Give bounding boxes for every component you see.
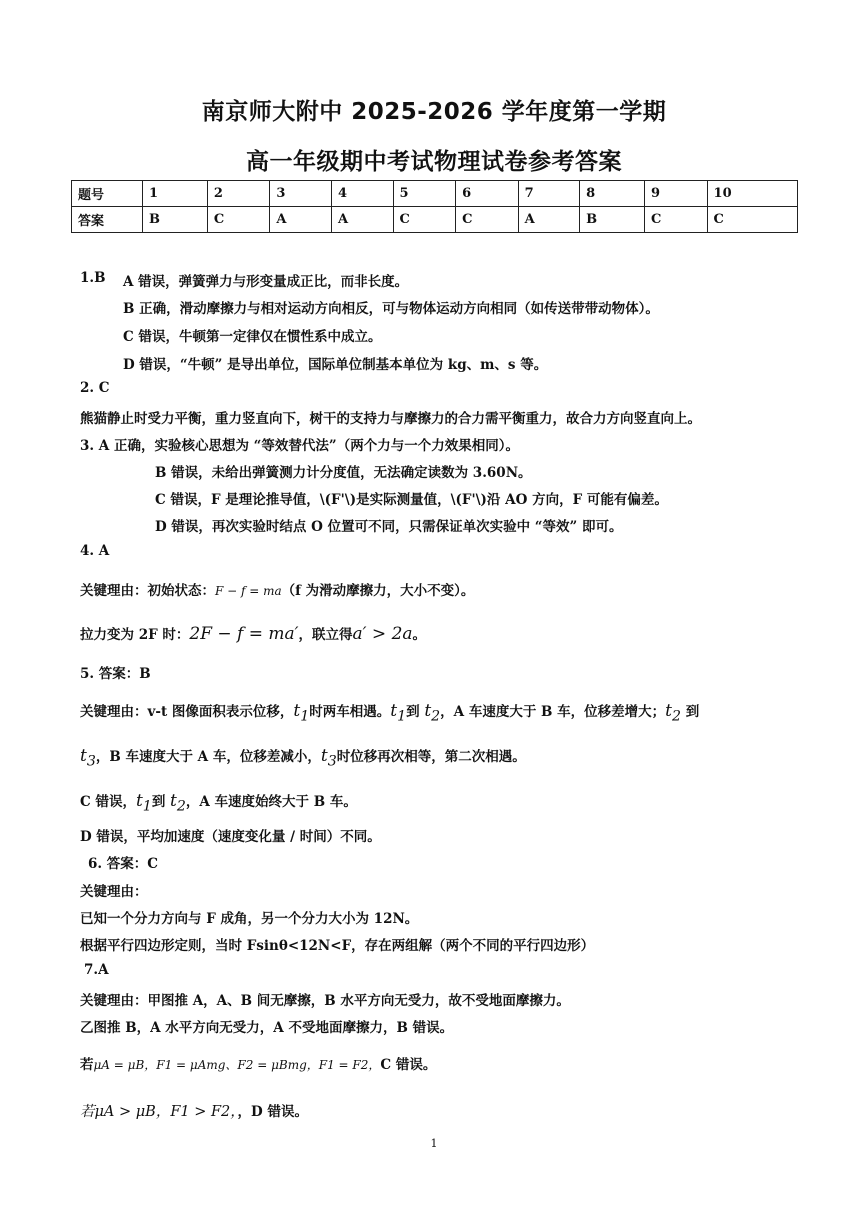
t-subscript: 1: [300, 708, 310, 725]
q6-line-2: 已知一个分力方向与 F 成角，另一个分力大小为 12N。: [80, 911, 419, 927]
answer-cell: C: [207, 207, 270, 233]
t-letter: t: [80, 746, 87, 766]
q4-line-1-suffix: （f 为滑动摩擦力，大小不变）。: [281, 583, 475, 599]
q1-option-b: B 正确，滑动摩擦力与相对运动方向相反，可与物体运动方向相同（如传送带带动物体）。: [123, 301, 659, 317]
answer-table: [71, 180, 798, 233]
question-number: 9: [645, 181, 708, 207]
question-number: 1: [143, 181, 208, 207]
t2-symbol: [424, 701, 441, 725]
answer-cell: A: [270, 207, 332, 233]
q7-equation-greater-friction: 若μA > μB，F1 > F2，: [80, 1104, 238, 1120]
q4-head: 4. A: [80, 543, 110, 559]
q1-option-c: C 错误，牛顿第一定律仅在惯性系中成立。: [123, 329, 382, 345]
question-number: 5: [393, 181, 456, 207]
q2-head: 2. C: [80, 380, 110, 396]
t-subscript: 2: [431, 708, 441, 725]
q4-line-2: [80, 623, 426, 644]
q5-line-2: [80, 745, 526, 769]
t-subscript: 3: [327, 753, 337, 770]
answer-cell: C: [456, 207, 519, 233]
q3-option-d: D 错误，再次实验时结点 O 位置可不同，只需保证单次实验中 “等效” 即可。: [155, 519, 623, 535]
q7-line-3: [80, 1053, 436, 1073]
q4-line-1: [80, 579, 474, 599]
t-letter: t: [665, 701, 672, 721]
q7-line-4-suffix: ，D 错误。: [237, 1104, 308, 1120]
table-row-answers: [72, 207, 798, 233]
q5-head: 5. 答案：B: [80, 666, 151, 682]
t-letter: t: [135, 791, 143, 811]
answer-cell: A: [331, 207, 393, 233]
q4-line-2-mid: ，联立得: [298, 627, 353, 643]
table-row-label: 答案: [72, 207, 143, 233]
table-row-numbers: [72, 181, 798, 207]
q5-text: 到: [151, 794, 166, 810]
q7-line-2: 乙图推 B，A 水平方向无受力，A 不受地面摩擦力，B 错误。: [80, 1020, 454, 1036]
t2-symbol: [665, 701, 682, 725]
q6-line-1: 关键理由：: [80, 884, 148, 900]
q5-text: ，A 车速度大于 B 车，位移差增大；: [440, 704, 666, 720]
q7-line-3-suffix: C 错误。: [380, 1057, 437, 1073]
t-letter: t: [390, 701, 398, 721]
q1-option-d: D 错误，“牛顿” 是导出单位，国际单位制基本单位为 kg、m、s 等。: [123, 357, 548, 373]
t3-symbol: [320, 746, 337, 770]
q4-equation-result: a′ > 2a: [352, 624, 413, 644]
question-number: 2: [207, 181, 270, 207]
t1-symbol: [390, 701, 407, 725]
question-number: 8: [580, 181, 645, 207]
q4-line-2-suffix: 。: [412, 627, 427, 643]
answer-cell: B: [143, 207, 208, 233]
t-subscript: 1: [142, 798, 152, 815]
q2-explanation: 熊猫静止时受力平衡，重力竖直向下，树干的支持力与摩擦力的合力需平衡重力，故合力方向竖直向上。: [80, 411, 701, 427]
q7-line-1: 关键理由：甲图推 A，A、B 间无摩擦，B 水平方向无受力，故不受地面摩擦力。: [80, 993, 570, 1009]
page-number: 1: [430, 1137, 438, 1150]
table-row-label: 题号: [72, 181, 143, 207]
q5-line-4: D 错误，平均加速度（速度变化量 / 时间）不同。: [80, 829, 381, 845]
t-letter: t: [170, 791, 177, 811]
q7-line-4: [80, 1100, 308, 1121]
q7-head: 7.A: [84, 962, 109, 978]
t-letter: t: [320, 746, 328, 766]
q5-text: 时两车相遇。: [309, 704, 391, 720]
q1-head: 1.B: [80, 270, 106, 286]
q5-text: ，A 车速度始终大于 B 车。: [185, 794, 357, 810]
answer-cell: C: [645, 207, 708, 233]
question-number: 3: [270, 181, 332, 207]
q5-line-1: [80, 700, 699, 724]
question-number: 6: [456, 181, 519, 207]
q6-head: 6. 答案：C: [88, 856, 159, 872]
t3-symbol: [80, 746, 96, 770]
q3-option-b: B 错误，未给出弹簧测力计分度值，无法确定读数为 3.60N。: [155, 465, 532, 481]
q7-line-3-prefix: 若: [80, 1057, 94, 1073]
t-letter: t: [293, 701, 301, 721]
t-subscript: 3: [86, 753, 96, 770]
q3-option-a: 3. A 正确，实验核心思想为 “等效替代法”（两个力与一个力效果相同）。: [80, 438, 519, 454]
q5-text: 到: [685, 704, 700, 720]
q4-equation-initial: F − f = ma: [215, 584, 282, 598]
t2-symbol: [170, 791, 186, 815]
t-subscript: 1: [397, 708, 407, 725]
q7-equation-equal-friction: μA = μB，F1 = μAmg、F2 = μBmg，F1 = F2，: [93, 1058, 381, 1072]
q5-text: C 错误，: [80, 794, 136, 810]
q1-option-a: A 错误，弹簧弹力与形变量成正比，而非长度。: [123, 274, 409, 290]
question-number: 10: [707, 181, 797, 207]
q4-equation-doubled: 2F − f = ma′: [189, 624, 299, 644]
question-number: 4: [331, 181, 393, 207]
t-subscript: 2: [176, 798, 186, 815]
q5-text: 关键理由：v-t 图像面积表示位移，: [80, 704, 294, 720]
q3-option-c: C 错误，F 是理论推导值，\(F'\)是实际测量值，\(F'\)沿 AO 方向，F 可能有偏差。: [155, 492, 668, 508]
t-subscript: 2: [672, 708, 682, 725]
q4-line-1-prefix: 关键理由：初始状态：: [80, 583, 215, 599]
q6-line-3: 根据平行四边形定则，当时 Fsinθ<12N<F，存在两组解（两个不同的平行四边形）: [80, 938, 595, 954]
q5-line-3: [80, 790, 357, 814]
answer-cell: B: [580, 207, 645, 233]
document-subtitle: 高一年级期中考试物理试卷参考答案: [246, 149, 622, 175]
t-letter: t: [424, 701, 432, 721]
t1-symbol: [293, 701, 310, 725]
q5-text: 时位移再次相等，第二次相遇。: [336, 749, 526, 765]
answer-cell: C: [707, 207, 797, 233]
question-number: 7: [518, 181, 580, 207]
t1-symbol: [135, 791, 152, 815]
q4-line-2-prefix: 拉力变为 2F 时：: [80, 627, 190, 643]
q5-text: ，B 车速度大于 A 车，位移差减小，: [95, 749, 321, 765]
q5-text: 到: [406, 704, 420, 720]
answer-cell: A: [518, 207, 580, 233]
document-title: 南京师大附中 2025-2026 学年度第一学期: [201, 99, 667, 125]
answer-cell: C: [393, 207, 456, 233]
